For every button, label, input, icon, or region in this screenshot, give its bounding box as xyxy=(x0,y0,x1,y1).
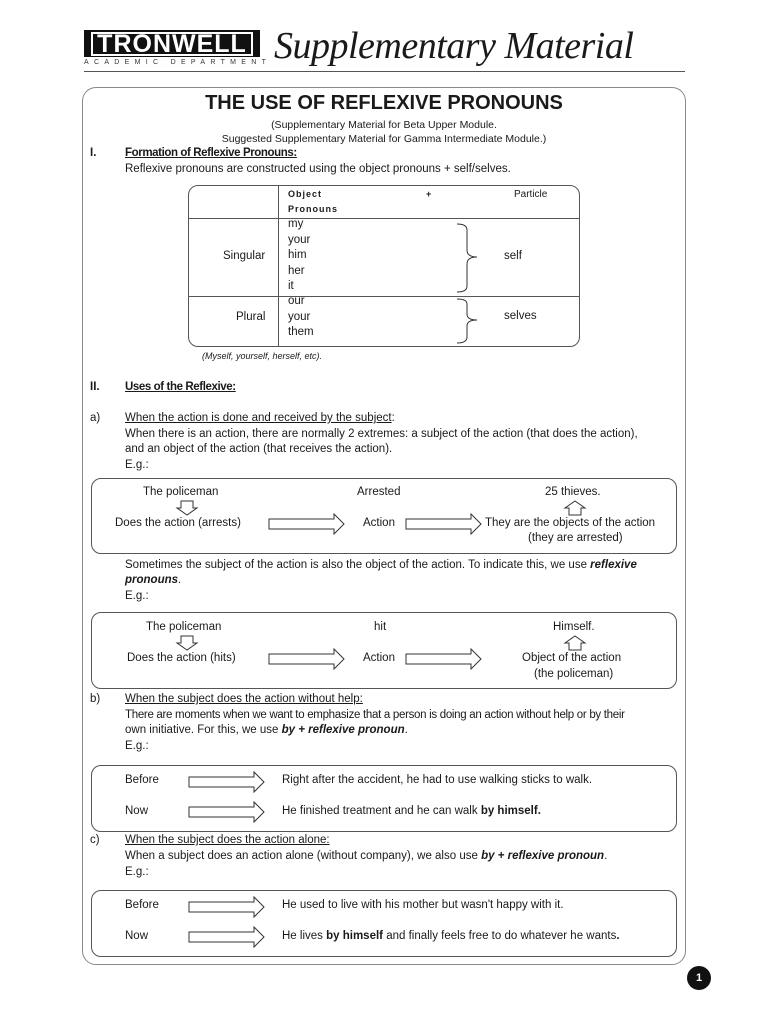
list-item: my xyxy=(288,218,304,230)
subsection-a-line2: and an object of the action (that receives the action). xyxy=(125,443,393,455)
page-number: 1 xyxy=(687,966,711,990)
singular-particle: self xyxy=(504,250,522,262)
subtitle-1: (Supplementary Material for Beta Upper Module. xyxy=(271,119,497,131)
table-header-particle: Particle xyxy=(514,189,548,200)
section1-number: I. xyxy=(90,147,97,159)
table-divider xyxy=(189,218,579,219)
subsection-c-heading: When the subject does the action alone: xyxy=(125,834,330,846)
c-now-text: He lives by himself and finally feels free to do whatever he wants. xyxy=(282,930,620,942)
b-now-label: Now xyxy=(125,805,149,817)
table-divider xyxy=(189,296,579,297)
ex2-object: Himself. xyxy=(553,621,595,633)
plural-pronouns xyxy=(288,294,314,341)
brace-icon xyxy=(455,222,489,294)
subsection-b-line1: There are moments when we want to emphasize that a person is doing an action without help or by their xyxy=(125,709,625,721)
list-item: her xyxy=(288,264,305,277)
right-arrow-icon xyxy=(268,648,346,670)
table-note: (Myself, yourself, herself, etc). xyxy=(202,351,323,361)
section2-number: II. xyxy=(90,381,100,393)
subsection-a-mid-line1: Sometimes the subject of the action is also the object of the action. To indicate this, we use reflexive xyxy=(125,559,637,571)
subsection-c-eg: E.g.: xyxy=(125,866,149,878)
ex2-subject-desc: Does the action (hits) xyxy=(127,652,236,664)
down-arrow-icon xyxy=(175,500,199,516)
subtitle-2: Suggested Supplementary Material for Gamma Intermediate Module.) xyxy=(221,133,547,145)
list-item: your xyxy=(288,310,311,323)
c-before-text: He used to live with his mother but wasn't happy with it. xyxy=(282,899,564,911)
right-arrow-icon xyxy=(188,771,266,793)
plural-label: Plural xyxy=(236,311,266,323)
subsection-c-line1: When a subject does an action alone (without company), we also use by + reflexive pronoun. xyxy=(125,850,608,862)
subsection-a-mid-line2: pronouns. xyxy=(125,574,182,586)
section1-heading: Formation of Reflexive Pronouns: xyxy=(125,147,297,159)
right-arrow-icon xyxy=(188,896,266,918)
subsection-b-eg: E.g.: xyxy=(125,740,149,752)
c-now-label: Now xyxy=(125,930,149,942)
table-header-plus: + xyxy=(426,189,433,199)
ex1-object-desc-1: They are the objects of the action xyxy=(485,517,656,529)
subsection-b-heading: When the subject does the action without help: xyxy=(125,693,363,705)
ex2-object-desc-2: (the policeman) xyxy=(534,668,614,680)
subsection-a-line1: When there is an action, there are normally 2 extremes: a subject of the action (that does the action), xyxy=(125,428,638,440)
ex1-subject-desc: Does the action (arrests) xyxy=(115,517,241,529)
ex1-action: Action xyxy=(363,517,395,529)
page-title: THE USE OF REFLEXIVE PRONOUNS xyxy=(205,92,563,114)
subsection-c-letter: c) xyxy=(90,834,100,846)
subsection-b-letter: b) xyxy=(90,693,101,705)
c-before-label: Before xyxy=(125,899,159,911)
table-header-object: Object xyxy=(288,189,323,199)
subsection-a-eg: E.g.: xyxy=(125,459,149,471)
b-before-text: Right after the accident, he had to use walking sticks to walk. xyxy=(282,774,593,786)
right-arrow-icon xyxy=(188,926,266,948)
logo-subtitle: ACADEMIC DEPARTMENT xyxy=(84,59,272,66)
section2-heading: Uses of the Reflexive: xyxy=(125,381,236,393)
ex2-verb: hit xyxy=(374,621,387,633)
list-item: him xyxy=(288,249,307,261)
table-header-pronouns: Pronouns xyxy=(288,204,338,214)
list-item: it xyxy=(288,280,294,292)
right-arrow-icon xyxy=(405,648,483,670)
ex2-subject: The policeman xyxy=(146,621,222,633)
header-title: Supplementary Material xyxy=(274,25,634,67)
brace-icon xyxy=(455,297,489,345)
b-before-label: Before xyxy=(125,774,159,786)
table-column-divider xyxy=(278,186,279,346)
ex1-object-desc-2: (they are arrested) xyxy=(528,532,623,544)
right-arrow-icon xyxy=(188,801,266,823)
b-now-text: He finished treatment and he can walk by himself. xyxy=(282,805,541,817)
up-arrow-icon xyxy=(563,635,587,651)
plural-particle: selves xyxy=(504,310,537,322)
ex1-subject: The policeman xyxy=(143,486,219,498)
subsection-a-eg2: E.g.: xyxy=(125,590,149,602)
ex1-verb: Arrested xyxy=(357,486,401,498)
down-arrow-icon xyxy=(175,635,199,651)
up-arrow-icon xyxy=(563,500,587,516)
ex1-object: 25 thieves. xyxy=(545,486,601,498)
subsection-a-letter: a) xyxy=(90,412,101,424)
tronwell-logo: TRONWELL xyxy=(84,30,260,57)
right-arrow-icon xyxy=(405,513,483,535)
header-rule xyxy=(84,71,685,72)
subsection-a-heading: When the action is done and received by the subject: xyxy=(125,412,395,424)
list-item: them xyxy=(288,326,314,338)
list-item: our xyxy=(288,295,305,307)
subsection-b-line2: own initiative. For this, we use by + reflexive pronoun. xyxy=(125,724,408,736)
ex2-object-desc-1: Object of the action xyxy=(522,652,622,664)
section1-text: Reflexive pronouns are constructed using the object pronouns + self/selves. xyxy=(125,163,511,175)
list-item: your xyxy=(288,233,311,246)
pronoun-table xyxy=(188,185,580,347)
right-arrow-icon xyxy=(268,513,346,535)
ex2-action: Action xyxy=(363,652,395,664)
singular-label: Singular xyxy=(223,250,266,262)
singular-pronouns xyxy=(288,217,310,295)
